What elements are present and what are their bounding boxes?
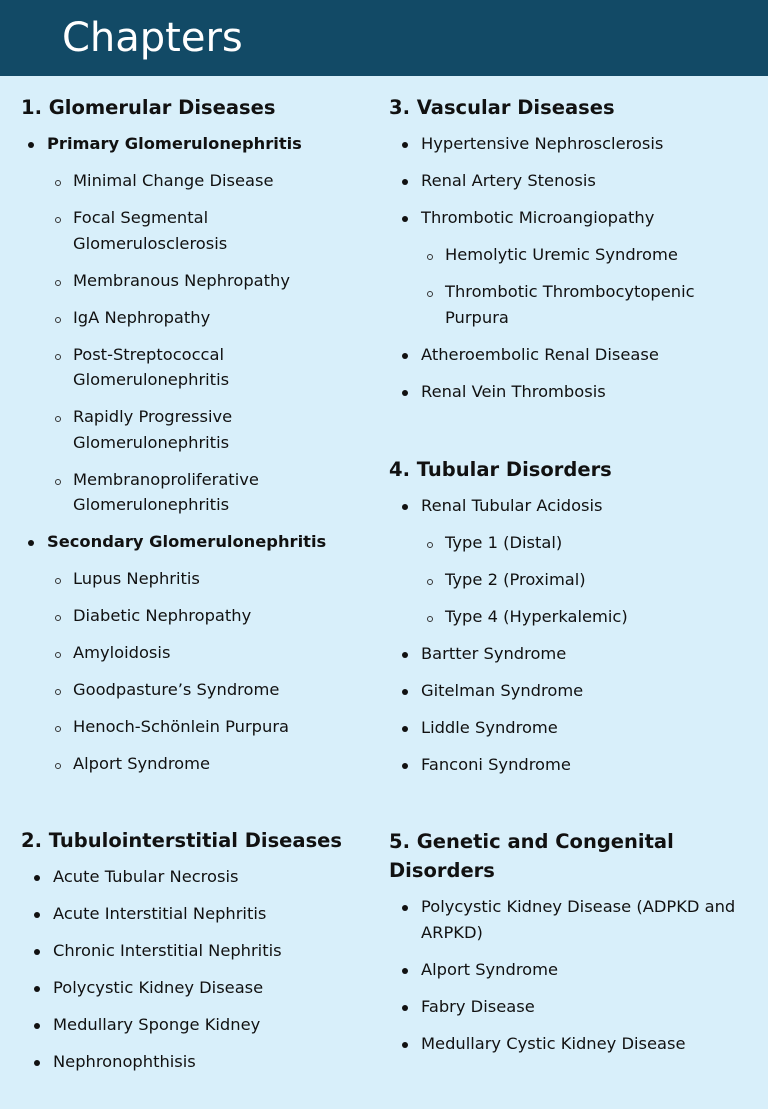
list-item: Focal Segmental Glomerulosclerosis xyxy=(73,205,361,256)
list-item: Medullary Sponge Kidney xyxy=(53,1012,361,1038)
list-item: Fanconi Syndrome xyxy=(421,752,749,778)
list-item: Type 1 (Distal) xyxy=(445,530,749,556)
sub-list xyxy=(73,168,361,518)
circle-bullet-icon xyxy=(55,615,61,621)
bullet-icon xyxy=(402,652,408,658)
bullet-icon xyxy=(402,905,408,911)
list-item: Membranoproliferative Glomerulonephritis xyxy=(73,467,361,518)
sub-list xyxy=(445,242,749,330)
list-item: Alport Syndrome xyxy=(73,751,361,777)
chapter-list xyxy=(421,493,749,778)
list-item: Thrombotic Microangiopathy Hemolytic Uremic Syndrome Thrombotic Thrombocytopenic Purpura xyxy=(421,205,749,330)
sub-list xyxy=(73,566,361,777)
section-glomerular-diseases xyxy=(21,93,361,777)
list-item: Polycystic Kidney Disease xyxy=(53,975,361,1001)
chapter-list xyxy=(421,131,749,404)
bullet-icon xyxy=(34,1023,40,1029)
bullet-icon xyxy=(402,179,408,185)
bullet-icon xyxy=(28,142,34,148)
circle-bullet-icon xyxy=(427,291,433,297)
list-item: Alport Syndrome xyxy=(421,957,761,983)
section-title: 1. Glomerular Diseases xyxy=(21,96,276,119)
list-item: Acute Interstitial Nephritis xyxy=(53,901,361,927)
circle-bullet-icon xyxy=(55,317,61,323)
list-item: Post-Streptococcal Glomerulonephritis xyxy=(73,342,361,393)
list-item: Minimal Change Disease xyxy=(73,168,361,194)
list-item: Nephronophthisis xyxy=(53,1049,361,1075)
list-item: Bartter Syndrome xyxy=(421,641,749,667)
chapter-list xyxy=(421,894,761,1056)
list-item: Type 2 (Proximal) xyxy=(445,567,749,593)
bullet-icon xyxy=(34,875,40,881)
list-item: Thrombotic Thrombocytopenic Purpura xyxy=(445,279,749,330)
circle-bullet-icon xyxy=(427,254,433,260)
circle-bullet-icon xyxy=(427,542,433,548)
circle-bullet-icon xyxy=(55,180,61,186)
section-vascular-diseases xyxy=(389,93,749,404)
list-item: Rapidly Progressive Glomerulonephritis xyxy=(73,404,361,455)
circle-bullet-icon xyxy=(427,616,433,622)
bullet-icon xyxy=(402,726,408,732)
chapter-list xyxy=(47,131,361,777)
bullet-icon xyxy=(34,1060,40,1066)
circle-bullet-icon xyxy=(55,726,61,732)
bullet-icon xyxy=(402,1042,408,1048)
list-item: Amyloidosis xyxy=(73,640,361,666)
bullet-icon xyxy=(34,949,40,955)
list-item: Renal Tubular Acidosis Type 1 (Distal) Type 2 (Proximal) Type 4 (Hyperkalemic) xyxy=(421,493,749,630)
list-item: Renal Vein Thrombosis xyxy=(421,379,749,405)
section-title: 5. Genetic and Congenital Disorders xyxy=(389,830,674,882)
list-item: Liddle Syndrome xyxy=(421,715,749,741)
bullet-icon xyxy=(402,968,408,974)
circle-bullet-icon xyxy=(55,689,61,695)
circle-bullet-icon xyxy=(427,579,433,585)
list-item: Atheroembolic Renal Disease xyxy=(421,342,749,368)
bullet-icon xyxy=(402,1005,408,1011)
section-title: 4. Tubular Disorders xyxy=(389,458,612,481)
circle-bullet-icon xyxy=(55,652,61,658)
list-item: Medullary Cystic Kidney Disease xyxy=(421,1031,761,1057)
list-item: Membranous Nephropathy xyxy=(73,268,361,294)
circle-bullet-icon xyxy=(55,280,61,286)
circle-bullet-icon xyxy=(55,217,61,223)
list-item: Polycystic Kidney Disease (ADPKD and ARPKD) xyxy=(421,894,761,945)
list-item: Hemolytic Uremic Syndrome xyxy=(445,242,749,268)
circle-bullet-icon xyxy=(55,416,61,422)
list-item: Hypertensive Nephrosclerosis xyxy=(421,131,749,157)
circle-bullet-icon xyxy=(55,763,61,769)
list-item: Chronic Interstitial Nephritis xyxy=(53,938,361,964)
bullet-icon xyxy=(402,142,408,148)
bullet-icon xyxy=(402,763,408,769)
circle-bullet-icon xyxy=(55,578,61,584)
list-item: Renal Artery Stenosis xyxy=(421,168,749,194)
bullet-icon xyxy=(34,986,40,992)
section-genetic-congenital-disorders xyxy=(389,827,736,1056)
bullet-icon xyxy=(402,390,408,396)
bullet-icon xyxy=(402,216,408,222)
list-item-primary-glomerulonephritis: Primary Glomerulonephritis Minimal Change Disease Focal Segmental Glomerulosclerosis Membranous Nephropathy IgA Nephropathy Post-Streptococcal Glomerulonephritis Rapidly Progressive Glomerulonephritis Membranoproliferative Glomerulonephritis xyxy=(47,131,361,518)
list-item: Diabetic Nephropathy xyxy=(73,603,361,629)
sub-list xyxy=(445,530,749,630)
list-item: Gitelman Syndrome xyxy=(421,678,749,704)
list-item: Acute Tubular Necrosis xyxy=(53,864,361,890)
bullet-icon xyxy=(402,504,408,510)
bullet-icon xyxy=(402,689,408,695)
section-title: 3. Vascular Diseases xyxy=(389,96,615,119)
list-item: Goodpasture’s Syndrome xyxy=(73,677,361,703)
bullet-icon xyxy=(402,353,408,359)
chapter-list xyxy=(53,864,361,1075)
page-title: Chapters xyxy=(62,15,243,61)
bullet-icon xyxy=(34,912,40,918)
list-item: Fabry Disease xyxy=(421,994,761,1020)
circle-bullet-icon xyxy=(55,354,61,360)
list-item: Type 4 (Hyperkalemic) xyxy=(445,604,749,630)
list-item: Lupus Nephritis xyxy=(73,566,361,592)
section-tubulointerstitial-diseases xyxy=(21,826,361,1075)
list-item-secondary-glomerulonephritis: Secondary Glomerulonephritis Lupus Nephritis Diabetic Nephropathy Amyloidosis Goodpasture’s Syndrome Henoch-Schönlein Purpura Alport Syndrome xyxy=(47,529,361,777)
list-item: Henoch-Schönlein Purpura xyxy=(73,714,361,740)
circle-bullet-icon xyxy=(55,479,61,485)
section-tubular-disorders xyxy=(389,455,749,778)
header-banner xyxy=(0,0,768,76)
bullet-icon xyxy=(28,540,34,546)
section-title: 2. Tubulointerstitial Diseases xyxy=(21,829,343,852)
list-item: IgA Nephropathy xyxy=(73,305,361,331)
